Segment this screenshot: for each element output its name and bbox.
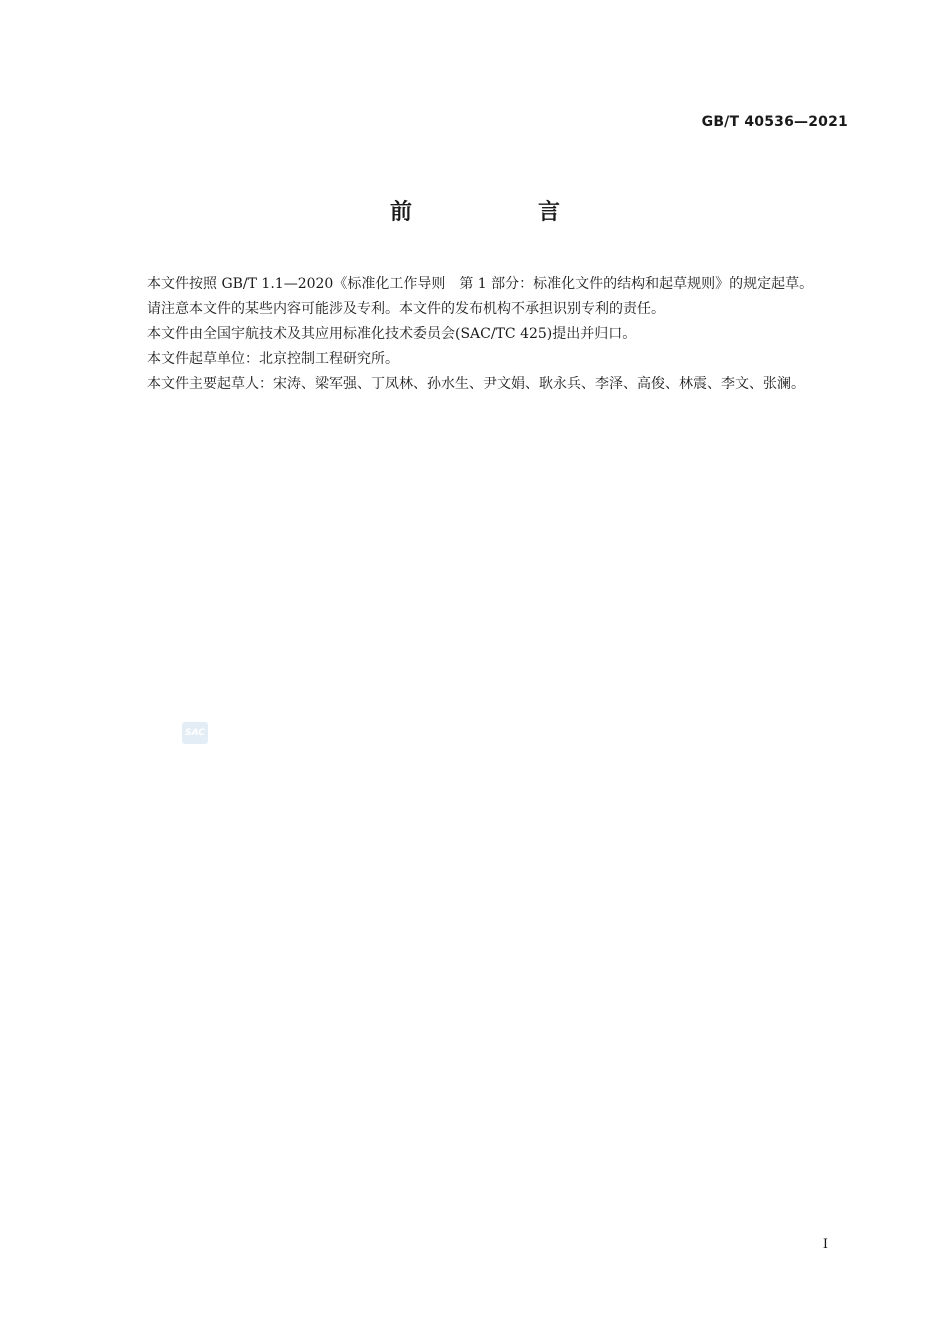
paragraph-drafting-rules: 本文件按照 GB/T 1.1—2020《标准化工作导则 第 1 部分：标准化文件的结构和起草规则》的规定起草。	[147, 276, 814, 292]
foreword-body	[114, 272, 850, 397]
paragraph-patent-notice: 请注意本文件的某些内容可能涉及专利。本文件的发布机构不承担识别专利的责任。	[147, 301, 665, 317]
page-number: I	[822, 1237, 828, 1252]
paragraph-drafters: 本文件主要起草人：宋涛、梁军强、丁凤林、孙水生、尹文娟、耿永兵、李泽、高俊、林震、李文、张澜。	[147, 376, 805, 392]
section-title: 前 言	[389, 200, 612, 225]
paragraph-drafting-unit: 本文件起草单位：北京控制工程研究所。	[147, 351, 399, 367]
standard-number: GB/T 40536—2021	[701, 114, 848, 130]
sac-watermark-logo: SAC	[182, 722, 208, 744]
paragraph-proposer: 本文件由全国宇航技术及其应用标准化技术委员会(SAC/TC 425)提出并归口。	[147, 326, 637, 342]
